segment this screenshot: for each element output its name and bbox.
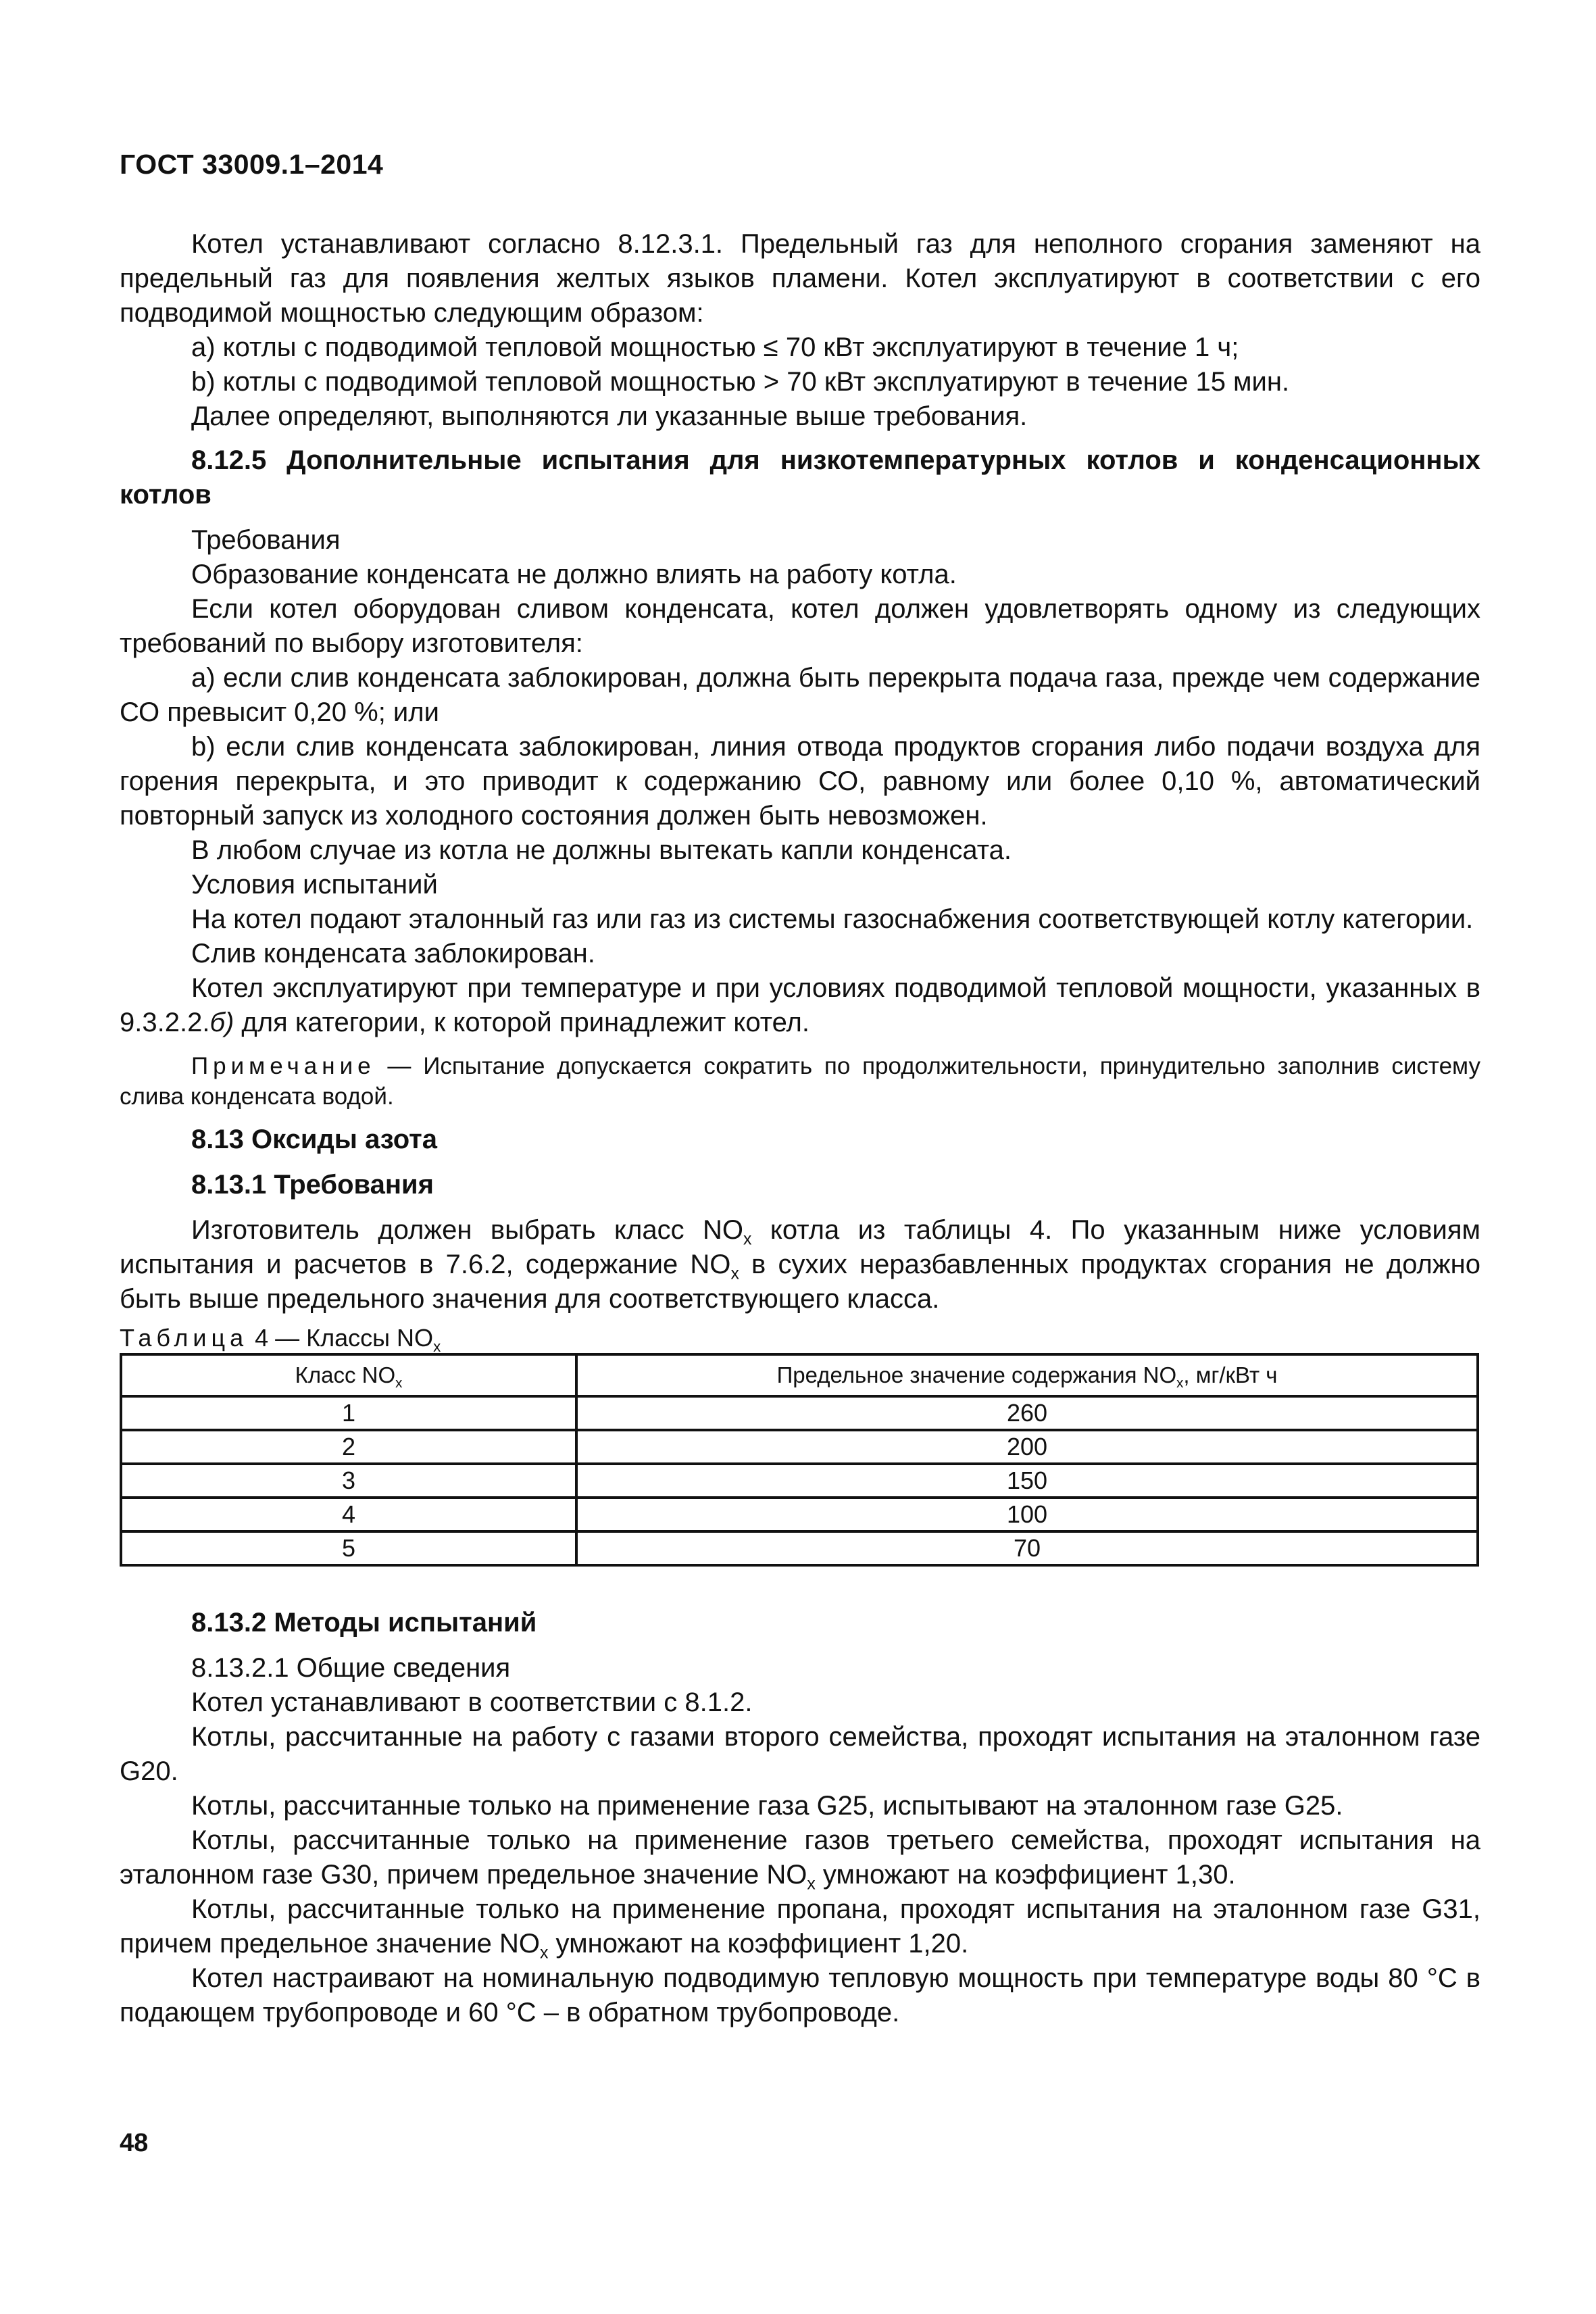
subscript-x: x bbox=[395, 1375, 403, 1392]
section-heading-8-13: 8.13 Оксиды азота bbox=[191, 1125, 437, 1154]
test-conditions-label: Условия испытаний bbox=[191, 870, 438, 900]
note bbox=[120, 1051, 1480, 1112]
section-heading-8-13-2: 8.13.2 Методы испытаний bbox=[191, 1608, 537, 1638]
list-item-a: a) котлы с подводимой тепловой мощностью ≤ 70 кВт эксплуатируют в течение 1 ч; bbox=[191, 333, 1239, 362]
section-heading-8-13-1: 8.13.1 Требования bbox=[191, 1170, 434, 1200]
subscript-x: x bbox=[743, 1230, 752, 1249]
table-cell-class: 2 bbox=[121, 1430, 576, 1464]
text-run: в сухих неразбавленных продуктах сгорания не должно быть выше предельного значения для соответствующего класса. bbox=[120, 1250, 1480, 1314]
text-run: Предельное значение содержания NO bbox=[776, 1362, 1177, 1387]
table-cell-class: 4 bbox=[121, 1498, 576, 1531]
table-cell-class: 1 bbox=[121, 1396, 576, 1430]
table-row bbox=[121, 1531, 1478, 1565]
text-run: Котлы, рассчитанные только на применение пропана, проходят испытания на эталонном газе G31, причем предельное значение NO bbox=[120, 1894, 1480, 1959]
note-text: — Испытание допускается сократить по продолжительности, принудительно заполнив систему слива конденсата водой. bbox=[120, 1053, 1480, 1110]
table-row bbox=[121, 1430, 1478, 1464]
table-cell-class: 3 bbox=[121, 1464, 576, 1498]
list-item-b: b) котлы с подводимой тепловой мощностью > 70 кВт эксплуатируют в течение 15 мин. bbox=[191, 367, 1290, 397]
column-header-limit bbox=[576, 1354, 1478, 1396]
subscript-x: x bbox=[730, 1264, 739, 1283]
table-cell-class: 5 bbox=[121, 1531, 576, 1565]
document-body bbox=[120, 227, 1480, 2030]
text-run: , мг/кВт ч bbox=[1183, 1362, 1278, 1387]
paragraph: В любом случае из котла не должны вытекать капли конденсата. bbox=[191, 835, 1012, 865]
text-run-italic: б) bbox=[209, 1008, 234, 1037]
table-row bbox=[121, 1396, 1478, 1430]
text-run: умножают на коэффициент 1,30. bbox=[815, 1860, 1236, 1890]
paragraph: Котел устанавливают в соответствии с 8.1.2. bbox=[191, 1688, 753, 1717]
subscript-x: x bbox=[540, 1944, 549, 1963]
text-run: для категории, к которой принадлежит котел. bbox=[234, 1008, 809, 1037]
subscript-x: x bbox=[433, 1337, 441, 1355]
paragraph: На котел подают эталонный газ или газ из системы газоснабжения соответствующей котлу категории. bbox=[191, 904, 1474, 934]
paragraph: Котлы, рассчитанные только на применение газа G25, испытывают на эталонном газе G25. bbox=[191, 1791, 1343, 1821]
subsection-label: 8.13.2.1 Общие сведения bbox=[191, 1653, 511, 1683]
intro-conclusion: Далее определяют, выполняются ли указанные выше требования. bbox=[191, 401, 1028, 431]
nox-classes-table bbox=[120, 1353, 1479, 1567]
text-run: Изготовитель должен выбрать класс NO bbox=[191, 1215, 744, 1245]
list-item-a: a) если слив конденсата заблокирован, должна быть перекрыта подача газа, прежде чем содержание СО превысит 0,20 %; или bbox=[120, 663, 1480, 727]
paragraph bbox=[120, 1892, 1480, 1961]
table-cell-limit: 70 bbox=[576, 1531, 1478, 1565]
text-run: котла из таблицы 4. По указанным ниже условиям испытания и расчетов в 7.6.2, содержание NO bbox=[120, 1215, 1480, 1279]
paragraph bbox=[120, 1213, 1480, 1316]
table-row bbox=[121, 1464, 1478, 1498]
paragraph bbox=[120, 971, 1480, 1040]
intro-paragraph: Котел устанавливают согласно 8.12.3.1. Предельный газ для неполного сгорания заменяют на предельный газ для появления желтых языков пламени. Котел эксплуатируют в соответствии с его подводимой мощностью следующим образом: bbox=[120, 229, 1480, 328]
subscript-x: x bbox=[1176, 1375, 1184, 1392]
note-label: Примечание bbox=[191, 1053, 376, 1079]
text-run: Класс NO bbox=[295, 1362, 396, 1387]
table-header-row bbox=[121, 1354, 1478, 1396]
paragraph bbox=[120, 1823, 1480, 1892]
subscript-x: x bbox=[807, 1875, 816, 1894]
paragraph: Котлы, рассчитанные на работу с газами второго семейства, проходят испытания на эталонном газе G20. bbox=[120, 1722, 1480, 1786]
paragraph: Слив конденсата заблокирован. bbox=[191, 939, 595, 968]
requirements-label: Требования bbox=[191, 525, 341, 555]
table-cell-limit: 200 bbox=[576, 1430, 1478, 1464]
table-cell-limit: 150 bbox=[576, 1464, 1478, 1498]
text-run: Котлы, рассчитанные только на применение газов третьего семейства, проходят испытания на эталонном газе G30, причем предельное значение NO bbox=[120, 1825, 1480, 1890]
table-caption-text: 4 — Классы NO bbox=[248, 1324, 434, 1352]
table-caption-label: Таблица bbox=[120, 1324, 249, 1352]
paragraph: Образование конденсата не должно влиять на работу котла. bbox=[191, 560, 957, 589]
paragraph: Если котел оборудован сливом конденсата, котел должен удовлетворять одному из следующих требований по выбору изготовителя: bbox=[120, 594, 1480, 658]
section-heading-8-12-5: 8.12.5 Дополнительные испытания для низкотемпературных котлов и конденсационных котлов bbox=[120, 445, 1480, 510]
paragraph: Котел настраивают на номинальную подводимую тепловую мощность при температуре воды 80 °С в подающем трубопроводе и 60 °С – в обратном трубопроводе. bbox=[120, 1963, 1480, 2027]
page-number: 48 bbox=[120, 2129, 149, 2157]
table-cell-limit: 260 bbox=[576, 1396, 1478, 1430]
table-row bbox=[121, 1498, 1478, 1531]
text-run: Котел эксплуатируют при температуре и при условиях подводимой тепловой мощности, указанных в 9.3.2.2. bbox=[120, 973, 1480, 1037]
text-run: умножают на коэффициент 1,20. bbox=[548, 1929, 969, 1959]
document-header: ГОСТ 33009.1–2014 bbox=[120, 149, 384, 180]
table-caption bbox=[120, 1323, 1480, 1353]
table-cell-limit: 100 bbox=[576, 1498, 1478, 1531]
column-header-class bbox=[121, 1354, 576, 1396]
list-item-b: b) если слив конденсата заблокирован, линия отвода продуктов сгорания либо подачи воздуха для горения перекрыта, и это приводит к содержанию СО, равному или более 0,10 %, автоматический повторный запуск из холодного состояния должен быть невозможен. bbox=[120, 732, 1480, 831]
